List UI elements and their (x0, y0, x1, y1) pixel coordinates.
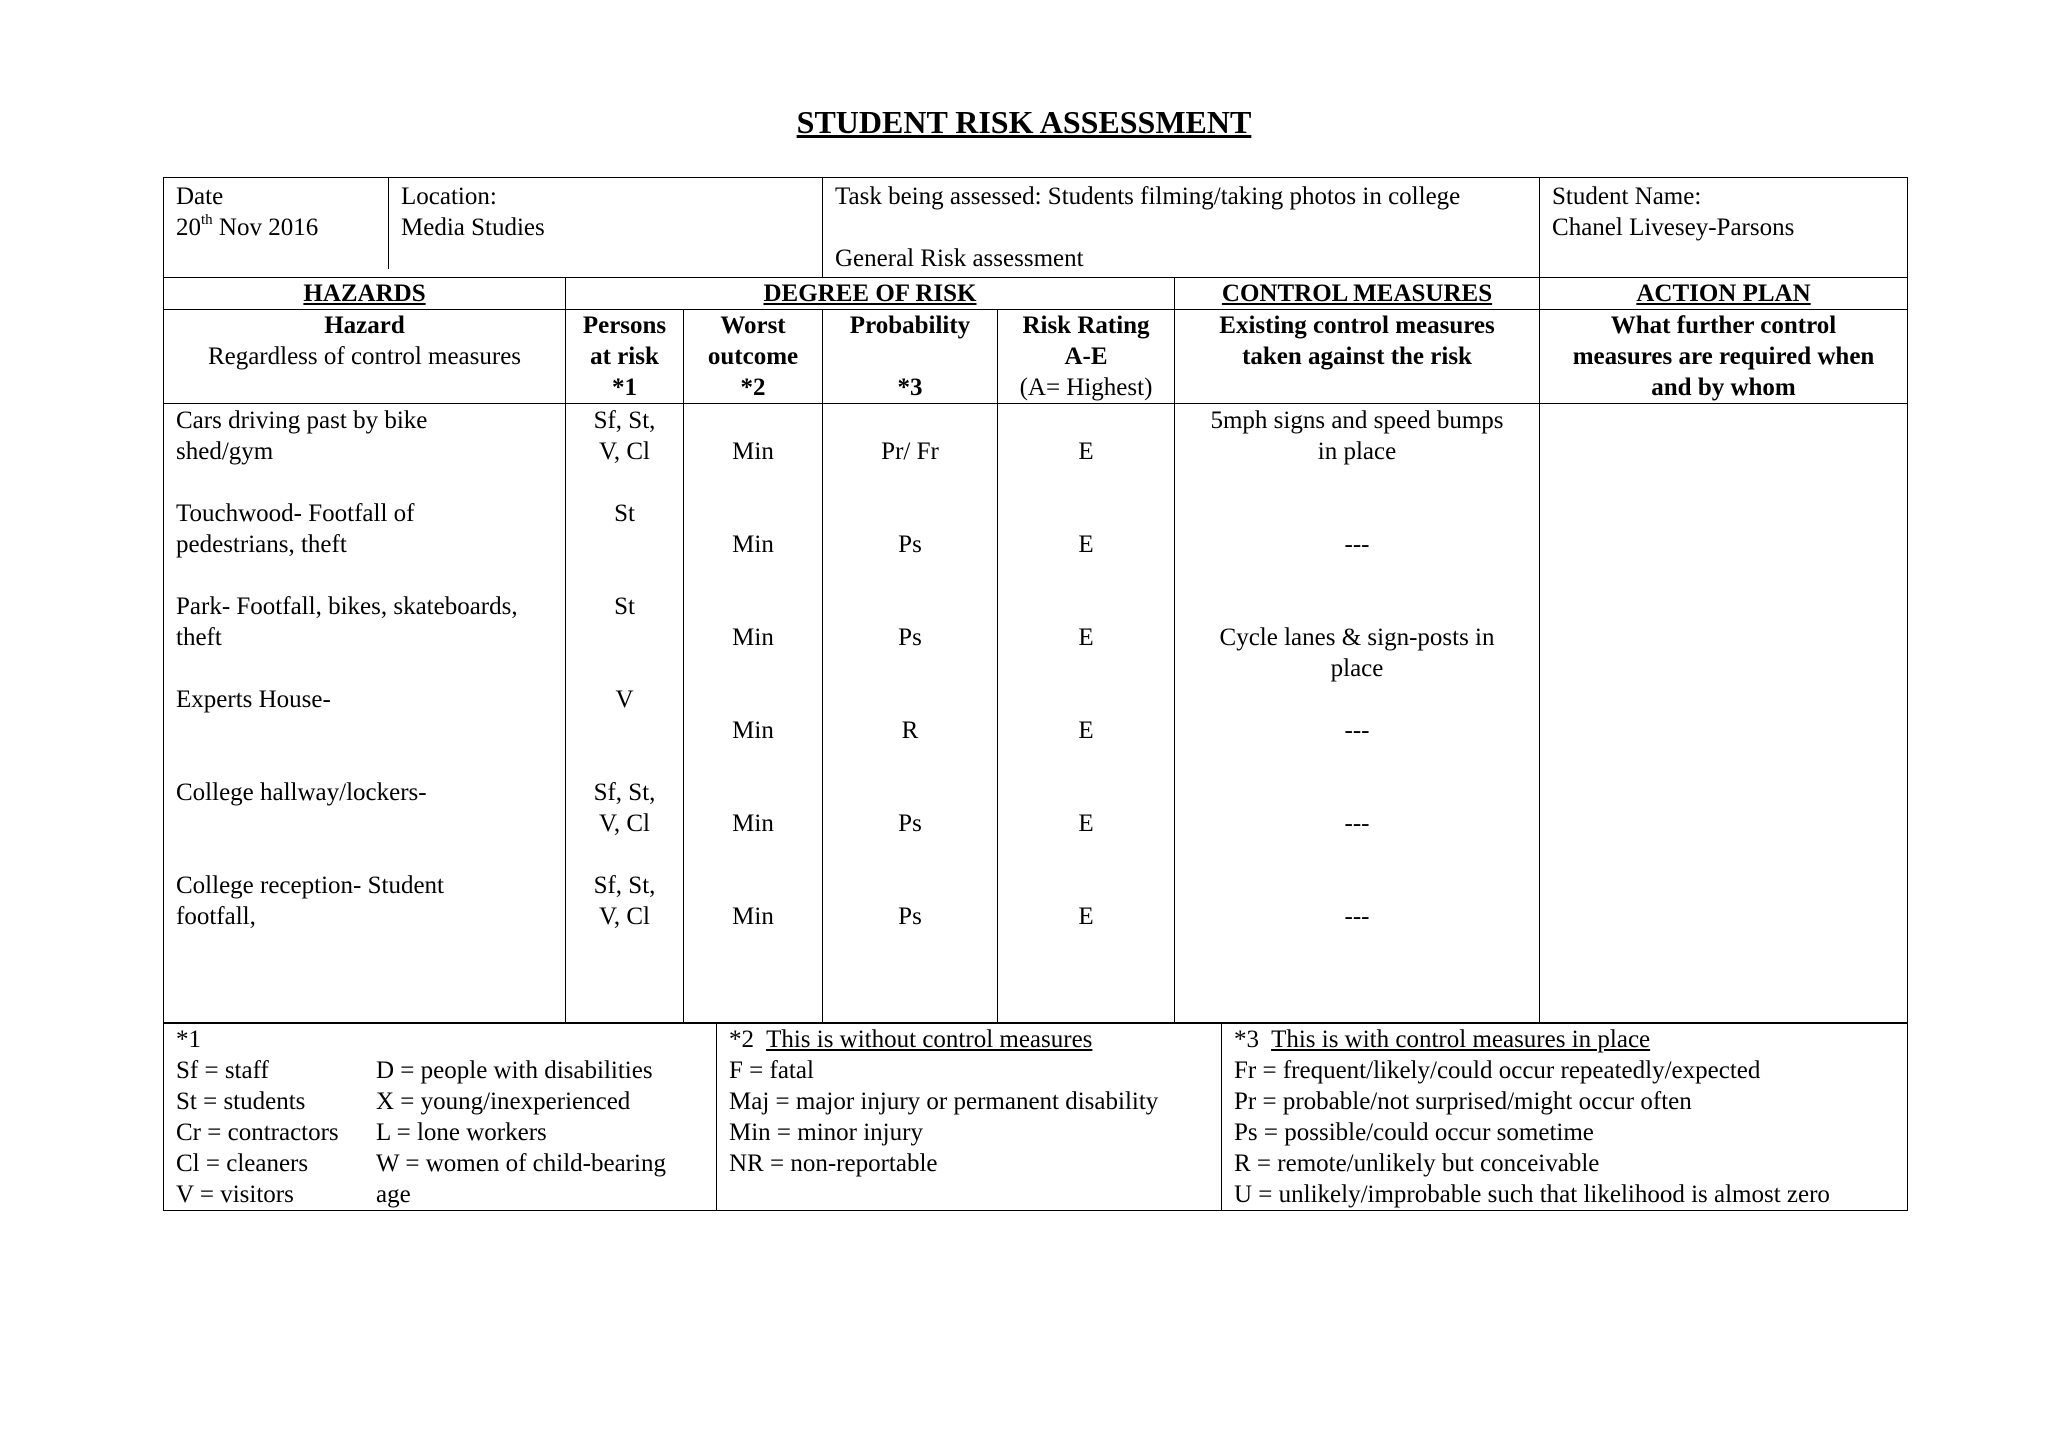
worst-col (684, 404, 823, 1024)
worst-outcome: Min (732, 531, 774, 558)
legend-entry: U = unlikely/improbable such that likelihood is almost zero (1234, 1181, 1830, 1209)
hazard-text: Cars driving past by bike shed/gym (176, 407, 428, 465)
existing-control: 5mph signs and speed bumps in place (1210, 407, 1504, 465)
col-persons: Persons at risk *1 (566, 310, 684, 404)
probability-col (823, 404, 998, 1024)
risk-assessment-form (163, 177, 1907, 1211)
section-hazards: HAZARDS (164, 278, 566, 310)
date-value: 20th Nov 2016 (176, 211, 319, 241)
persons-at-risk: St (614, 500, 635, 527)
risk-rating: E (1078, 624, 1094, 651)
section-control: CONTROL MEASURES (1175, 278, 1540, 310)
legend-entry: Ps = possible/could occur sometime (1234, 1119, 1594, 1147)
col-rating: Risk Rating A-E (A= Highest) (998, 310, 1175, 404)
legend-entry: Maj = major injury or permanent disability (729, 1088, 1159, 1116)
hazard-col (164, 404, 566, 1024)
risk-rating: E (1078, 438, 1094, 465)
task-type: General Risk assessment (835, 245, 1084, 272)
student-name: Chanel Livesey-Parsons (1552, 214, 1795, 241)
rating-col (998, 404, 1175, 1024)
persons-at-risk: Sf, St, V, Cl (593, 407, 656, 465)
legend-probability: *3 This is with control measures in place Fr = frequent/likely/could occur repeatedly/expected Pr = probable/not surprised/might occur often Ps = possible/could occur sometime R = remote/unlikely but conceivable U = unlikely/improbable such that likelihood is almost zero (1222, 1023, 1908, 1211)
legend-persons-row: St = students X = young/inexperienced (176, 1088, 631, 1116)
legend-persons-row: Cl = cleaners W = women of child-bearing (176, 1150, 666, 1178)
existing-control: Cycle lanes & sign-posts in place (1219, 624, 1495, 682)
task-text: Task being assessed: Students filming/taking photos in college (835, 183, 1461, 210)
control-col (1175, 404, 1540, 1024)
legend-entry: Fr = frequent/likely/could occur repeatedly/expected (1234, 1057, 1761, 1085)
hazard-text: Touchwood- Footfall of pedestrians, theft (176, 500, 415, 558)
col-worst: Worst outcome *2 (684, 310, 823, 404)
date-label: Date (176, 183, 224, 210)
legend-persons-row: Cr = contractors L = lone workers (176, 1119, 547, 1147)
persons-at-risk: Sf, St, V, Cl (593, 872, 656, 930)
hazard-text: Park- Footfall, bikes, skateboards, theft (176, 593, 518, 651)
risk-rating: E (1078, 810, 1094, 837)
col-existing: Existing control measures taken against the risk (1175, 310, 1540, 404)
column-header-row (164, 310, 1908, 404)
section-header-row (164, 278, 1908, 310)
header-row (164, 178, 1908, 278)
probability-value: Ps (898, 624, 922, 651)
legend-table (163, 1022, 1908, 1211)
page-title: STUDENT RISK ASSESSMENT (796, 104, 1252, 140)
probability-value: Pr/ Fr (881, 438, 939, 465)
persons-at-risk: Sf, St, V, Cl (593, 779, 656, 837)
legend-entry: F = fatal (729, 1057, 814, 1085)
task-cell (823, 178, 1540, 278)
legend-persons-row: V = visitors age (176, 1181, 411, 1209)
action-col (1540, 404, 1908, 1024)
date-cell (164, 178, 566, 278)
legend-persons: *1 Sf = staff D = people with disabilities St = students X = young/inexperienced Cr = contractors L = lone workers Cl = cleaners W = women of child-bearing V = visitors age (164, 1023, 717, 1211)
col-further: What further control measures are required when and by whom (1540, 310, 1908, 404)
probability-value: Ps (898, 903, 922, 930)
section-degree: DEGREE OF RISK (566, 278, 1175, 310)
legend-persons-row: Sf = staff D = people with disabilities (176, 1057, 653, 1085)
location-cell-continued (566, 178, 823, 278)
hazard-text: College hallway/lockers- (176, 779, 427, 806)
existing-control: --- (1344, 717, 1370, 744)
worst-outcome: Min (732, 624, 774, 651)
legend-entry: NR = non-reportable (729, 1150, 938, 1178)
col-hazard: Hazard Regardless of control measures (164, 310, 566, 404)
legend-entry: R = remote/unlikely but conceivable (1234, 1150, 1600, 1178)
legend-entry: Pr = probable/not surprised/might occur often (1234, 1088, 1692, 1116)
persons-at-risk: St (614, 593, 635, 620)
legend-entry: Min = minor injury (729, 1119, 923, 1147)
hazard-text: College reception- Student footfall, (176, 872, 444, 930)
hazard-text: Experts House- (176, 686, 331, 713)
hazard-rows (164, 404, 1908, 1024)
risk-rating: E (1078, 903, 1094, 930)
probability-value: Ps (898, 531, 922, 558)
assessment-table (163, 177, 1908, 1024)
col-probability: Probability *3 (823, 310, 998, 404)
risk-rating: E (1078, 531, 1094, 558)
legend-outcome: *2 This is without control measures F = fatal Maj = major injury or permanent disability Min = minor injury NR = non-reportable (717, 1023, 1222, 1211)
persons-col (566, 404, 684, 1024)
persons-at-risk: V (615, 686, 634, 713)
worst-outcome: Min (732, 810, 774, 837)
worst-outcome: Min (732, 717, 774, 744)
section-action: ACTION PLAN (1540, 278, 1908, 310)
student-label: Student Name: (1552, 183, 1702, 210)
worst-outcome: Min (732, 903, 774, 930)
location-text: Location: Media Studies (401, 183, 545, 241)
risk-rating: E (1078, 717, 1094, 744)
worst-outcome: Min (732, 438, 774, 465)
probability-value: Ps (898, 810, 922, 837)
existing-control: --- (1344, 531, 1370, 558)
existing-control: --- (1344, 903, 1370, 930)
existing-control: --- (1344, 810, 1370, 837)
probability-value: R (901, 717, 919, 744)
student-cell (1540, 178, 1908, 278)
